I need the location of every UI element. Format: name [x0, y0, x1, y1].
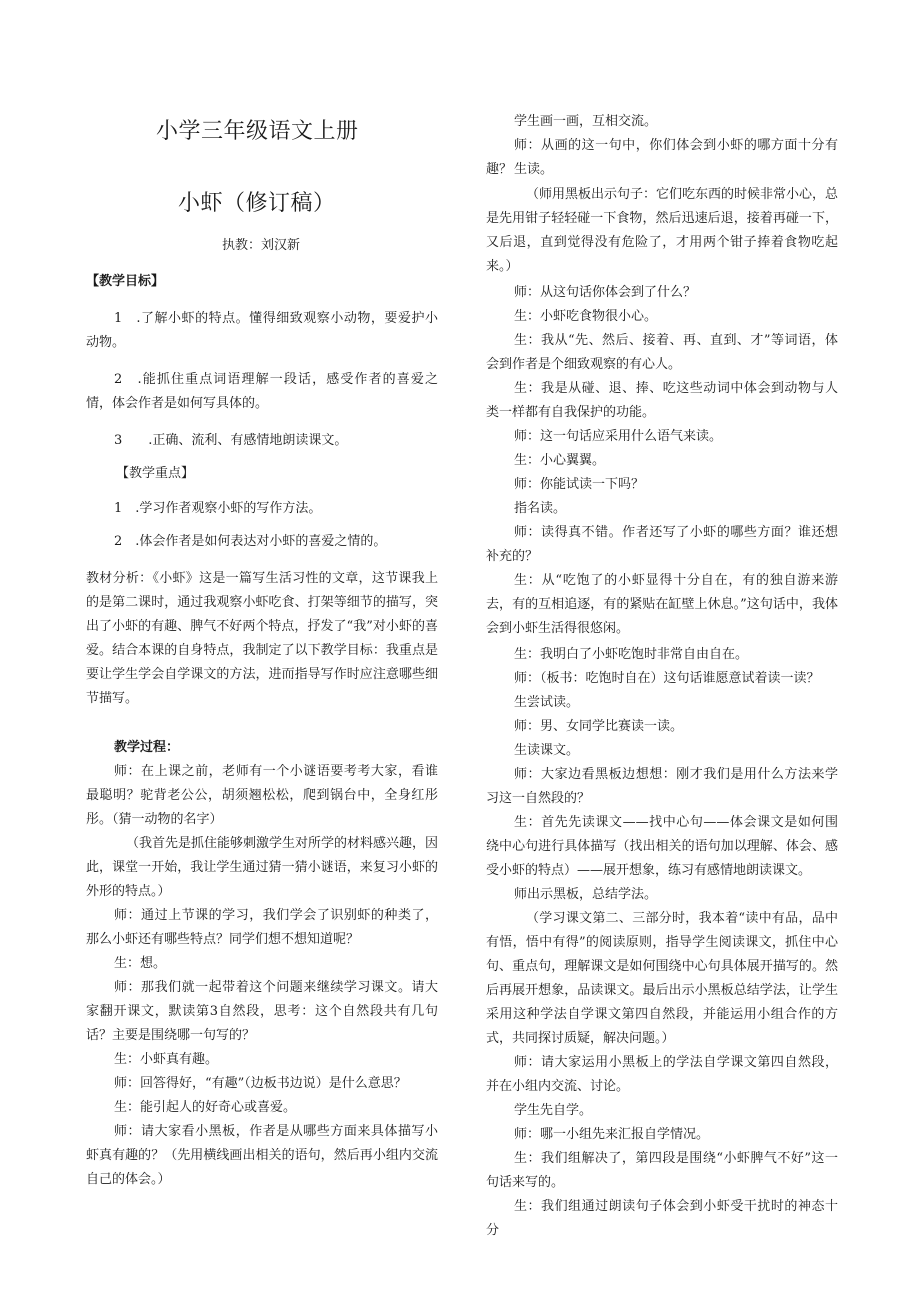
right-para-18: 师：男、女同学比赛读一读。 — [514, 719, 684, 734]
right-para-6: 生：小虾吃食物很小心。 — [514, 309, 658, 324]
key-point-1: 1 .学习作者观察小虾的写作方法。 — [114, 501, 322, 516]
right-para-2: 师：从画的这一句中，你们体会到小虾的哪方面十分有趣？ — [486, 138, 838, 177]
right-para-23: （学习课文第二、三部分时，我本着“读中有品，品中有悟，悟中有得”的阅读原则，指导学生阅读课文，抓住中心句、重点句，理解课文是如何围绕中心句具体展开描写的。然后再展开想象，品读课文。最后出示小黑板总结学法，让学生采用这种学法自学课文第四自然段，并能运用小组合作的方式，共同探讨质疑，解决问题。） — [486, 911, 838, 1046]
objective-3: 3 .正确、流利、有感情地朗读课文。 — [114, 433, 348, 448]
objective-2: 2 .能抓住重点词语理解一段话，感受作者的喜爱之情，体会作者是如何写具体的。 — [86, 372, 438, 411]
right-para-10: 生：小心翼翼。 — [514, 453, 606, 468]
right-para-3: 生读。 — [514, 162, 554, 177]
material-analysis: 教材分析：《小虾》这是一篇写生活习性的文章，这节课我上的是第二课时，通过我观察小虾吃食、打架等细节的描写，突出了小虾的有趣、脾气不好两个特点，抒发了“我”对小虾的喜爱。结合本课的自身特点，我制定了以下教学目标：我重点是要让学生学会自学课文的方法，进而指导写作时应注意哪些细节描写。 — [86, 571, 438, 706]
document-title: 小学三年级语文上册 — [156, 119, 359, 144]
right-para-7: 生：我从“先、然后、接着、再、直到、才”等词语，体会到作者是个细致观察的有心人。 — [486, 333, 838, 372]
process-para-7: 师：回答得好，“有趣”（边板书边说）是什么意思？ — [114, 1076, 407, 1091]
right-para-8: 生：我是从碰、退、捧、吃这些动词中体会到动物与人类一样都有自我保护的功能。 — [486, 381, 838, 420]
process-para-8: 生：能引起人的好奇心或喜爱。 — [114, 1100, 297, 1115]
objective-1: 1 .了解小虾的特点。懂得细致观察小动物，要爱护小动物。 — [86, 311, 438, 350]
key-point-2: 2 .体会作者是如何表达对小虾的喜爱之情的。 — [114, 534, 387, 549]
process-para-9: 师：请大家看小黑板，作者是从哪些方面来具体描写小虾真有趣的？（先用横线画出相关的语句，然后再小组内交流自己的体会。） — [86, 1124, 438, 1187]
right-para-22: 师出示黑板，总结学法。 — [514, 887, 658, 902]
author-line: 执教：刘汉新 — [222, 238, 301, 253]
right-para-13: 师：读得真不错。作者还写了小虾的哪些方面？谁还想补充的？ — [486, 525, 838, 564]
objectives-heading: 【教学目标】 — [86, 274, 165, 289]
lesson-title: 小虾（修订稿） — [178, 191, 336, 216]
right-para-17: 生尝试读。 — [514, 695, 580, 710]
right-para-20: 师：大家边看黑板边想想：刚才我们是用什么方法来学习这一自然段的？ — [486, 767, 838, 806]
right-para-11: 师：你能试读一下吗？ — [514, 477, 645, 492]
right-para-15: 生：我明白了小虾吃饱时非常自由自在。 — [514, 647, 749, 662]
right-para-16: 师：（板书：吃饱时自在）这句话谁愿意试着读一读？ — [514, 671, 820, 686]
right-para-1: 学生画一画，互相交流。 — [514, 114, 658, 129]
right-para-14: 生：从“吃饱了的小虾显得十分自在，有的独自游来游去，有的互相追逐，有的紧贴在缸壁上休息。”这句话中，我体会到小虾生活得很悠闲。 — [486, 573, 838, 636]
right-para-5: 师：从这句话你体会到了什么？ — [514, 285, 697, 300]
process-para-5: 师：那我们就一起带着这个问题来继续学习课文。请大家翻开课文，默读第3自然段，思考：这个自然段共有几句话？主要是围绕哪一句写的？ — [86, 980, 438, 1043]
right-para-19: 生读课文。 — [514, 743, 580, 758]
right-para-4: （师用黑板出示句子：它们吃东西的时候非常小心，总是先用钳子轻轻碰一下食物，然后迅速后退，接着再碰一下，又后退，直到觉得没有危险了，才用两个钳子捧着食物吃起来。） — [486, 187, 839, 274]
right-para-26: 师：哪一小组先来汇报自学情况。 — [514, 1127, 710, 1142]
process-para-2: （我首先是抓住能够刺激学生对所学的材料感兴趣，因此，课堂一开始，我让学生通过猜一猜小谜语，来复习小虾的外形的特点。） — [86, 836, 439, 899]
process-para-3: 师：通过上节课的学习，我们学会了识别虾的种类了，那么小虾还有哪些特点？同学们想不想知道呢？ — [86, 908, 438, 947]
right-para-21: 生：首先先读课文——找中心句——体会课文是如何围绕中心句进行具体描写（找出相关的语句加以理解、体会、感受小虾的特点）——展开想象，练习有感情地朗读课文。 — [486, 815, 838, 878]
process-para-1: 师：在上课之前，老师有一个小谜语要考考大家，看谁最聪明？驼背老公公，胡须翘松松，爬到锅台中，全身红彤彤。（猜一动物的名字） — [86, 764, 438, 827]
right-para-12: 指名读。 — [514, 501, 567, 516]
right-para-28: 生：我们组通过朗读句子体会到小虾受干扰时的神态十分 — [486, 1199, 838, 1238]
right-para-24: 师：请大家运用小黑板上的学法自学课文第四自然段，并在小组内交流、讨论。 — [486, 1055, 838, 1094]
process-para-6: 生：小虾真有趣。 — [114, 1052, 219, 1067]
right-para-25: 学生先自学。 — [514, 1103, 593, 1118]
key-points-heading: 【教学重点】 — [116, 466, 195, 481]
right-para-9: 师：这一句话应采用什么语气来读。 — [514, 429, 723, 444]
process-para-4: 生：想。 — [114, 956, 167, 971]
right-para-27: 生：我们组解决了，第四段是围绕“小虾脾气不好”这一句话来写的。 — [486, 1151, 838, 1190]
process-heading: 教学过程： — [114, 740, 180, 755]
